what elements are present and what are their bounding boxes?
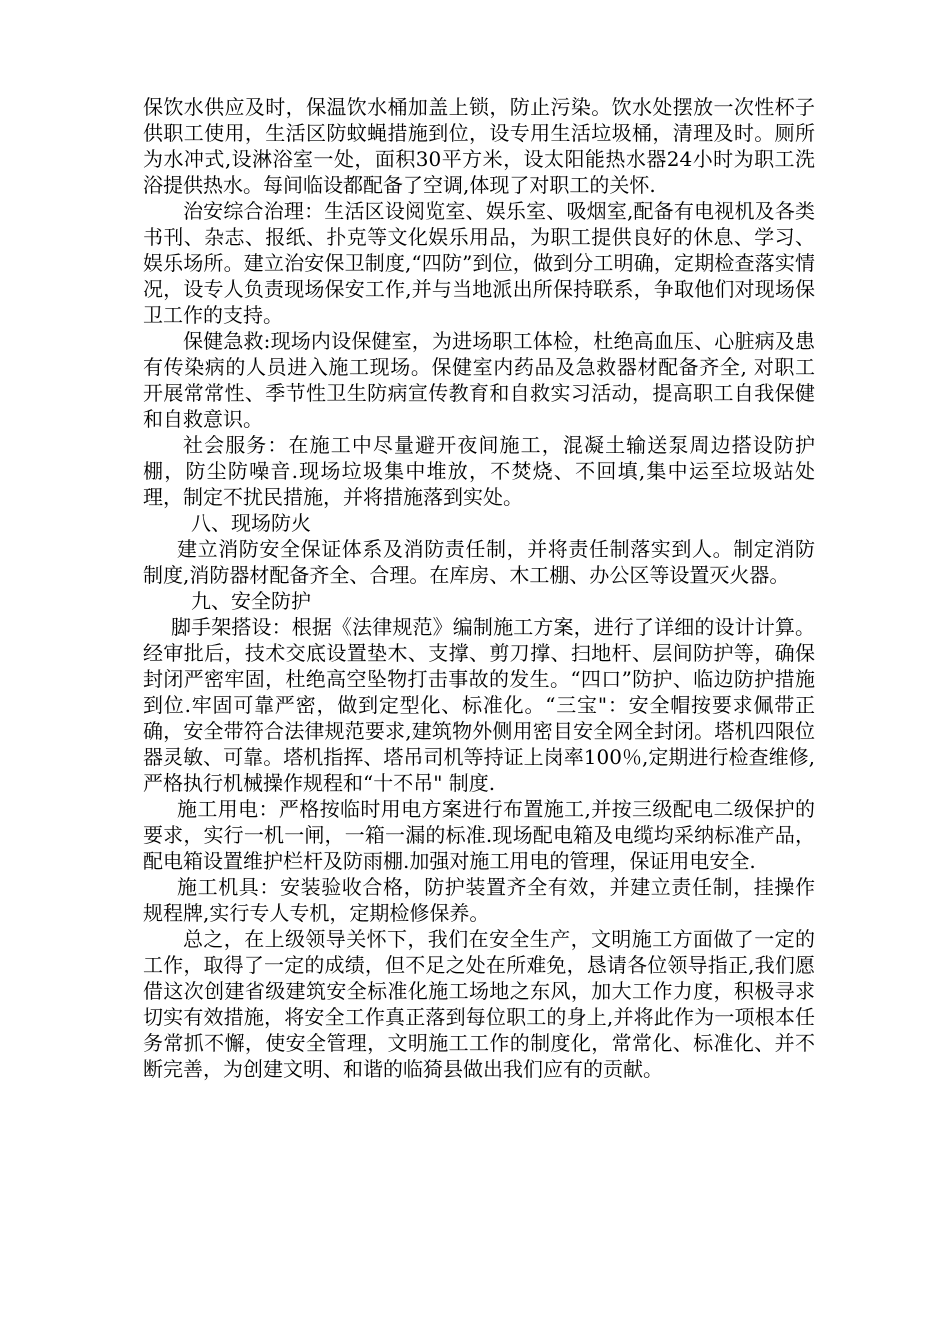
paragraph-scaffolding: 脚手架搭设：根据《法律规范》编制施工方案，进行了详细的设计计算。经审批后，技术交底设置垫木、支撑、剪刀撑、扫地杆、层间防护等，确保封闭严密牢固，杜绝高空坠物打击事故的发生。“四口”防护、临边防护措施到位.牢固可靠严密，做到定型化、标准化。“三宝"：安全帽按要求佩带正确，安全带符合法律规范要求,建筑物外侧用密目安全网全封闭。塔机四限位器灵敏、可靠。塔机指挥、塔吊司机等持证上岗率100％,定期进行检查维修,严格执行机械操作规程和“十不吊" 制度. (143, 615, 815, 795)
paragraph-drinking-water: 保饮水供应及时，保温饮水桶加盖上锁，防止污染。饮水处摆放一次性杯子供职工使用，生活区防蚊蝇措施到位，设专用生活垃圾桶，清理及时。厕所为水冲式,设淋浴室一处，面积30平方米，设太阳能热水器24小时为职工洗浴提供热水。每间临设都配备了空调,体现了对职工的关怀. (143, 95, 815, 197)
section-heading-fire-prevention: 八、现场防火 (191, 511, 311, 535)
paragraph-construction-machinery: 施工机具：安装验收合格，防护装置齐全有效，并建立责任制，挂操作规程牌,实行专人专机，定期检修保养。 (143, 875, 815, 925)
paragraph-social-service: 社会服务：在施工中尽量避开夜间施工，混凝土输送泵周边搭设防护棚，防尘防噪音.现场垃圾集中堆放，不焚烧、不回填,集中运至垃圾站处理，制定不扰民措施，并将措施落到实处。 (143, 433, 815, 509)
paragraph-health-first-aid: 保健急救:现场内设保健室，为进场职工体检，杜绝高血压、心脏病及患有传染病的人员进入施工现场。保健室内药品及急救器材配备齐全, 对职工开展常常性、季节性卫生防病宣传教育和自救实习活动，提高职工自我保健和自救意识。 (143, 329, 815, 431)
section-heading-safety-protection: 九、安全防护 (191, 589, 311, 613)
document-body (143, 94, 815, 1082)
paragraph-fire-prevention: 建立消防安全保证体系及消防责任制，并将责任制落实到人。制定消防制度,消防器材配备齐全、合理。在库房、木工棚、办公区等设置灭火器。 (143, 537, 815, 587)
paragraph-conclusion: 总之，在上级领导关怀下，我们在安全生产，文明施工方面做了一定的工作，取得了一定的成绩，但不足之处在所难免，恳请各位领导指正,我们愿借这次创建省级建筑安全标准化施工场地之东风，加大工作力度，积极寻求切实有效措施，将安全工作真正落到每位职工的身上,并将此作为一项根本任务常抓不懈，使安全管理，文明施工工作的制度化，常常化、标准化、并不断完善，为创建文明、和谐的临猗县做出我们应有的贡献。 (143, 927, 815, 1081)
paragraph-security-management: 治安综合治理：生活区设阅览室、娱乐室、吸烟室,配备有电视机及各类书刊、杂志、报纸、扑克等文化娱乐用品，为职工提供良好的休息、学习、娱乐场所。建立治安保卫制度,“四防”到位，做到分工明确，定期检查落实情况，设专人负责现场保安工作,并与当地派出所保持联系，争取他们对现场保卫工作的支持。 (143, 199, 815, 327)
paragraph-construction-electricity: 施工用电：严格按临时用电方案进行布置施工,并按三级配电二级保护的要求，实行一机一闸，一箱一漏的标准.现场配电箱及电缆均采纳标准产品，配电箱设置维护栏杆及防雨棚.加强对施工用电的管理，保证用电安全. (143, 797, 815, 873)
